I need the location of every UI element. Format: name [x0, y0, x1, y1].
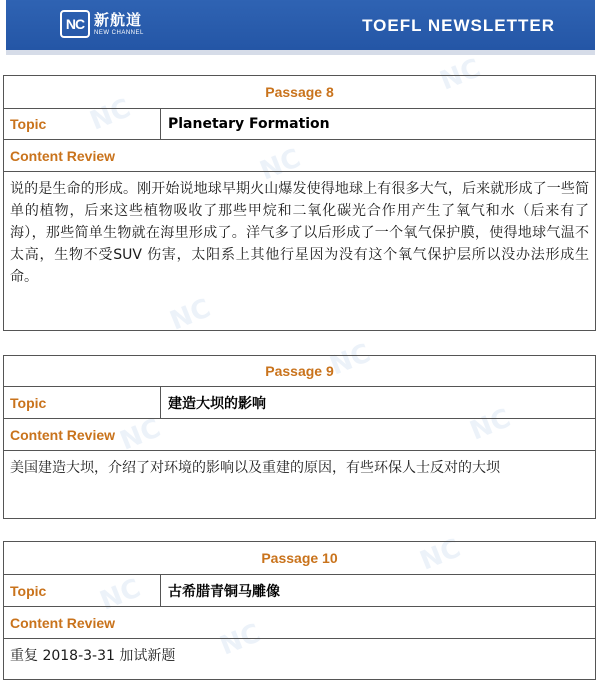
topic-row: [4, 109, 595, 140]
passage-table: [3, 75, 596, 331]
topic-label: Topic: [4, 109, 161, 139]
topic-label: Topic: [4, 575, 161, 606]
logo-english-text: NEW CHANNEL: [94, 29, 144, 36]
passage-table: [3, 355, 596, 519]
watermark-icon: NC: [115, 413, 165, 457]
logo-chinese-text: 新航道: [94, 10, 143, 29]
passage-title: Passage 9: [265, 363, 334, 379]
content-review-label: Content Review: [4, 140, 595, 172]
content-review-text: 重复 2018-3-31 加试新题: [10, 648, 176, 664]
topic-label: Topic: [4, 387, 161, 418]
topic-value: Planetary Formation: [168, 116, 330, 132]
content-review-text: 说的是生命的形成。刚开始说地球早期火山爆发使得地球上有很多大气，后来就形成了一些简单的植物，后来这些植物吸收了那些甲烷和二氧化碳光合作用产生了氧气和水（后来有了海），那些简单生物就在海里形成了。洋气多了以后形成了一个氧气保护膜，使得地球气温不太高，生物不受SUV 伤害，太阳系上其他行星因为没有这个氧气保护层所以没办法形成生命。: [10, 181, 589, 285]
watermark-icon: NC: [255, 143, 305, 187]
passage-title: Passage 10: [261, 550, 338, 566]
passage-heading: [4, 356, 595, 387]
content-review-text: 美国建造大坝，介绍了对环境的影响以及重建的原因，有些环保人士反对的大坝: [10, 460, 500, 476]
brand-logo: [60, 9, 144, 39]
watermark-icon: NC: [465, 403, 515, 447]
topic-row: [4, 575, 595, 607]
newsletter-title: TOEFL NEWSLETTER: [362, 16, 555, 35]
logo-mark-icon: NC: [60, 10, 90, 38]
content-review-label: Content Review: [4, 607, 595, 639]
topic-row: [4, 387, 595, 419]
watermark-icon: NC: [95, 573, 145, 617]
watermark-icon: NC: [325, 338, 375, 382]
watermark-icon: NC: [435, 53, 485, 97]
passage-heading: [4, 542, 595, 575]
watermark-icon: NC: [215, 618, 265, 662]
topic-value: 古希腊青铜马雕像: [168, 583, 280, 600]
passage-title: Passage 8: [265, 84, 334, 100]
header-banner: [6, 0, 595, 55]
topic-value: 建造大坝的影响: [168, 395, 266, 412]
watermark-icon: NC: [85, 93, 135, 137]
watermark-icon: NC: [165, 293, 215, 337]
passage-table: [3, 541, 596, 680]
passage-heading: [4, 76, 595, 109]
content-review-label: Content Review: [4, 419, 595, 451]
watermark-icon: NC: [415, 533, 465, 577]
